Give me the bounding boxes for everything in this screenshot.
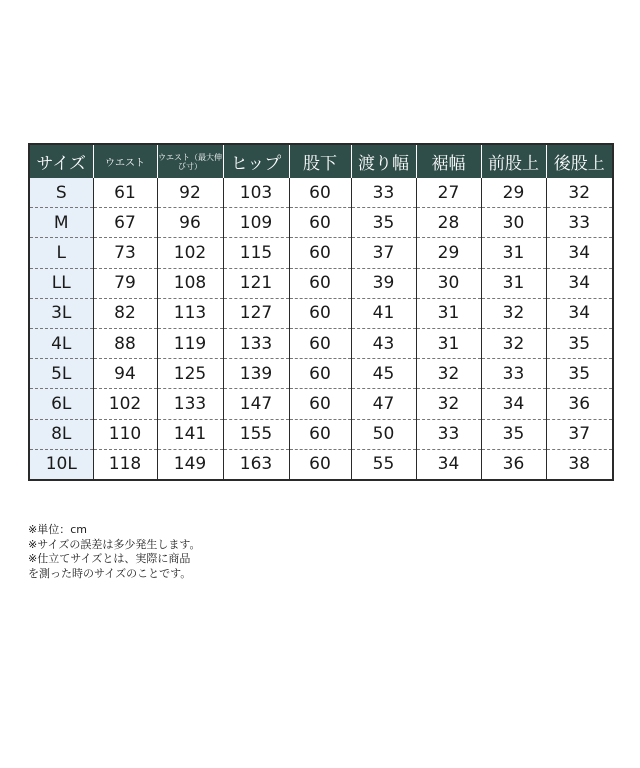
measurement-cell: 73 (93, 238, 157, 268)
measurement-cell: 35 (546, 328, 612, 358)
measurement-cell: 35 (546, 359, 612, 389)
measurement-cell: 33 (546, 208, 612, 238)
size-table (30, 145, 612, 479)
header-waist: ウエスト (93, 145, 157, 178)
table-row (30, 389, 612, 419)
header-size: サイズ (30, 145, 93, 178)
table-body (30, 178, 612, 479)
measurement-cell: 163 (223, 449, 289, 479)
measurement-cell: 36 (546, 389, 612, 419)
measurement-cell: 32 (416, 389, 481, 419)
size-label-cell: 10L (30, 449, 93, 479)
header-thigh: 渡り幅 (351, 145, 416, 178)
table-row (30, 238, 612, 268)
measurement-cell: 60 (289, 449, 351, 479)
measurement-cell: 133 (157, 389, 223, 419)
note-tolerance: ※サイズの誤差は多少発生します。 (28, 537, 201, 551)
measurement-cell: 27 (416, 178, 481, 208)
measurement-cell: 28 (416, 208, 481, 238)
size-label-cell: 4L (30, 328, 93, 358)
measurement-cell: 47 (351, 389, 416, 419)
measurement-cell: 82 (93, 298, 157, 328)
table-row (30, 298, 612, 328)
measurement-cell: 102 (157, 238, 223, 268)
measurement-cell: 102 (93, 389, 157, 419)
note-definition-line2: を測った時のサイズのことです。 (28, 566, 192, 580)
header-row (30, 145, 612, 178)
measurement-cell: 155 (223, 419, 289, 449)
notes (28, 523, 328, 581)
note-definition-line1: ※仕立てサイズとは、実際に商品 (28, 552, 191, 565)
measurement-cell: 88 (93, 328, 157, 358)
size-label-cell: 5L (30, 359, 93, 389)
measurement-cell: 37 (351, 238, 416, 268)
measurement-cell: 61 (93, 178, 157, 208)
measurement-cell: 32 (481, 328, 546, 358)
measurement-cell: 34 (416, 449, 481, 479)
note-unit: ※単位：cm (28, 523, 87, 536)
table-row (30, 359, 612, 389)
measurement-cell: 60 (289, 328, 351, 358)
measurement-cell: 147 (223, 389, 289, 419)
measurement-cell: 31 (481, 238, 546, 268)
measurement-cell: 60 (289, 389, 351, 419)
measurement-cell: 31 (416, 298, 481, 328)
measurement-cell: 50 (351, 419, 416, 449)
measurement-cell: 34 (546, 268, 612, 298)
measurement-cell: 60 (289, 238, 351, 268)
size-label-cell: L (30, 238, 93, 268)
header-waist-max: ウエスト（最大伸び寸） (157, 145, 223, 178)
measurement-cell: 60 (289, 298, 351, 328)
measurement-cell: 43 (351, 328, 416, 358)
table-row (30, 208, 612, 238)
measurement-cell: 125 (157, 359, 223, 389)
measurement-cell: 60 (289, 419, 351, 449)
header-hip: ヒップ (223, 145, 289, 178)
measurement-cell: 141 (157, 419, 223, 449)
table-row (30, 268, 612, 298)
measurement-cell: 113 (157, 298, 223, 328)
measurement-cell: 118 (93, 449, 157, 479)
size-label-cell: 3L (30, 298, 93, 328)
measurement-cell: 33 (481, 359, 546, 389)
measurement-cell: 115 (223, 238, 289, 268)
measurement-cell: 33 (416, 419, 481, 449)
header-inseam: 股下 (289, 145, 351, 178)
size-label-cell: 8L (30, 419, 93, 449)
measurement-cell: 39 (351, 268, 416, 298)
measurement-cell: 36 (481, 449, 546, 479)
measurement-cell: 38 (546, 449, 612, 479)
size-label-cell: S (30, 178, 93, 208)
measurement-cell: 133 (223, 328, 289, 358)
measurement-cell: 127 (223, 298, 289, 328)
measurement-cell: 30 (481, 208, 546, 238)
measurement-cell: 35 (351, 208, 416, 238)
header-hem: 裾幅 (416, 145, 481, 178)
measurement-cell: 109 (223, 208, 289, 238)
measurement-cell: 94 (93, 359, 157, 389)
measurement-cell: 60 (289, 268, 351, 298)
header-front-rise: 前股上 (481, 145, 546, 178)
measurement-cell: 35 (481, 419, 546, 449)
size-label-cell: 6L (30, 389, 93, 419)
measurement-cell: 41 (351, 298, 416, 328)
size-label-cell: M (30, 208, 93, 238)
measurement-cell: 55 (351, 449, 416, 479)
measurement-cell: 110 (93, 419, 157, 449)
size-chart (28, 143, 614, 481)
measurement-cell: 33 (351, 178, 416, 208)
size-label-cell: LL (30, 268, 93, 298)
measurement-cell: 79 (93, 268, 157, 298)
table-row (30, 328, 612, 358)
measurement-cell: 31 (481, 268, 546, 298)
measurement-cell: 30 (416, 268, 481, 298)
measurement-cell: 32 (546, 178, 612, 208)
measurement-cell: 29 (481, 178, 546, 208)
table-row (30, 419, 612, 449)
measurement-cell: 34 (546, 238, 612, 268)
measurement-cell: 60 (289, 359, 351, 389)
header-back-rise: 後股上 (546, 145, 612, 178)
measurement-cell: 37 (546, 419, 612, 449)
measurement-cell: 121 (223, 268, 289, 298)
table-row (30, 449, 612, 479)
measurement-cell: 34 (481, 389, 546, 419)
measurement-cell: 60 (289, 178, 351, 208)
measurement-cell: 92 (157, 178, 223, 208)
measurement-cell: 32 (416, 359, 481, 389)
measurement-cell: 108 (157, 268, 223, 298)
measurement-cell: 67 (93, 208, 157, 238)
measurement-cell: 149 (157, 449, 223, 479)
measurement-cell: 45 (351, 359, 416, 389)
measurement-cell: 31 (416, 328, 481, 358)
measurement-cell: 29 (416, 238, 481, 268)
measurement-cell: 34 (546, 298, 612, 328)
measurement-cell: 60 (289, 208, 351, 238)
measurement-cell: 139 (223, 359, 289, 389)
measurement-cell: 96 (157, 208, 223, 238)
measurement-cell: 103 (223, 178, 289, 208)
measurement-cell: 32 (481, 298, 546, 328)
table-row (30, 178, 612, 208)
measurement-cell: 119 (157, 328, 223, 358)
